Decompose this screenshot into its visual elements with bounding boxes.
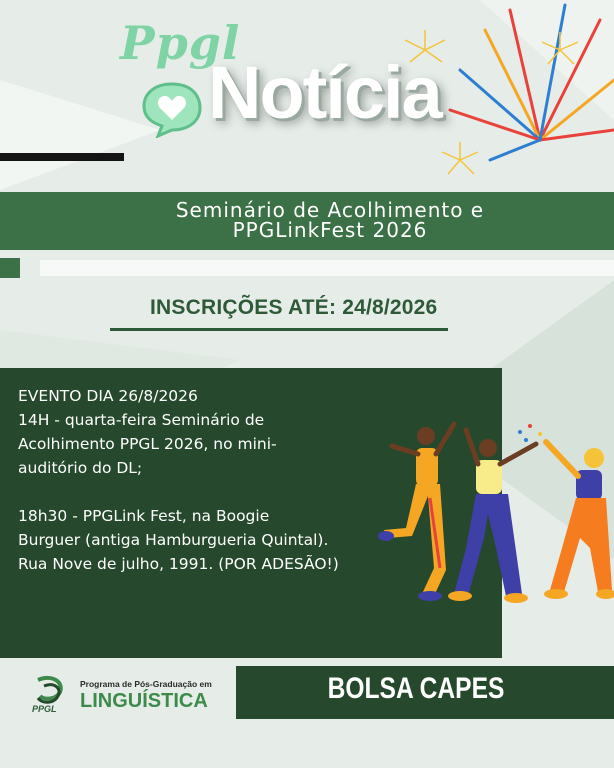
header xyxy=(0,0,614,150)
registration-underline xyxy=(110,328,448,331)
event-line: EVENTO DIA 26/8/2026 xyxy=(18,387,198,405)
event-title xyxy=(100,200,560,240)
decorative-bar xyxy=(0,153,124,161)
event-line: 18h30 - PPGLink Fest, na Boogie xyxy=(18,507,270,525)
event-line: Rua Nove de julho, 1991. (POR ADESÃO!) xyxy=(18,555,339,573)
ppgl-logo-text: PPGL xyxy=(32,704,57,714)
person-middle xyxy=(448,430,536,603)
event-details xyxy=(18,384,378,576)
event-line: Acolhimento PPGL 2026, no mini- xyxy=(18,435,277,453)
decorative-square xyxy=(0,258,20,278)
decorative-strip xyxy=(40,260,614,276)
person-right xyxy=(544,442,614,599)
heart-bubble-icon xyxy=(140,78,204,138)
celebrating-people-illustration xyxy=(370,418,614,608)
event-line: auditório do DL; xyxy=(18,459,143,477)
event-line: Burguer (antiga Hamburgueria Quintal). xyxy=(18,531,329,549)
brand-script: Ppgl xyxy=(120,16,241,70)
brand-title: Notícia xyxy=(208,51,441,134)
program-name: Programa de Pós-Graduação em xyxy=(80,679,212,689)
event-line: 14H - quarta-feira Seminário de xyxy=(18,411,265,429)
person-left xyxy=(378,424,454,601)
event-title-line-1: Seminário de Acolhimento e xyxy=(175,198,485,222)
registration-deadline: INSCRIÇÕES ATÉ: 24/8/2026 xyxy=(150,296,438,319)
program-linguistica: LINGUÍSTICA xyxy=(80,690,208,712)
event-title-line-2: PPGLinkFest 2026 xyxy=(232,218,428,242)
capes-label: BOLSA CAPES xyxy=(327,672,505,705)
